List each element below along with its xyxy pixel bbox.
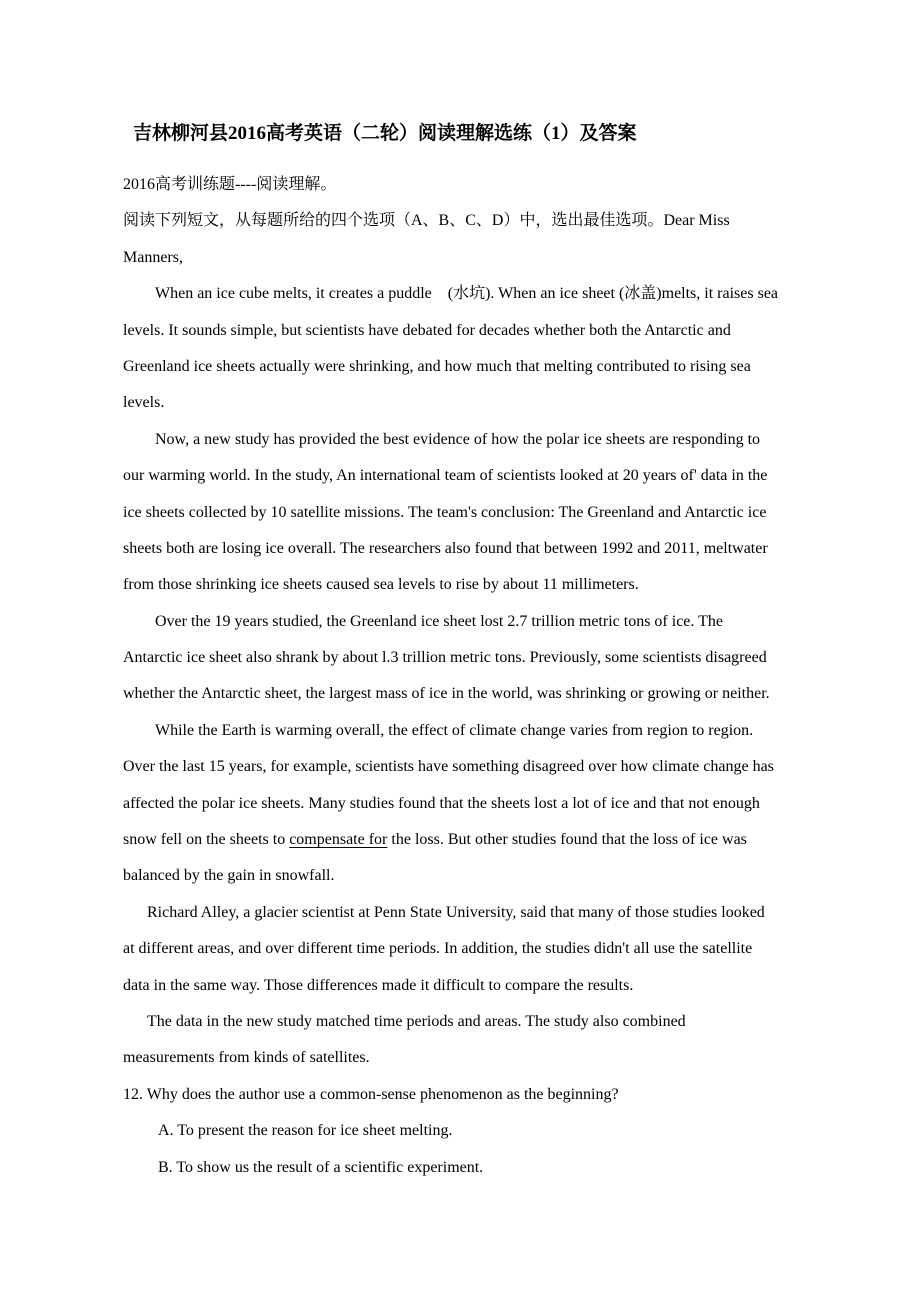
passage-line: The data in the new study matched time periods and areas. The study also combined: [147, 1012, 686, 1030]
passage-line: balanced by the gain in snowfall.: [123, 867, 335, 885]
question-option-b: B. To show us the result of a scientific experiment.: [158, 1158, 484, 1176]
preamble-line: 2016高考训练题----阅读理解。: [123, 176, 337, 193]
underlined-phrase: compensate for: [289, 831, 388, 849]
passage-line: When an ice cube melts, it creates a puddle (水坑). When an ice sheet (冰盖)melts, it raises sea: [155, 285, 779, 303]
passage-line: ice sheets collected by 10 satellite missions. The team's conclusion: The Greenland and Antarctic ice: [123, 503, 767, 521]
passage-line: Now, a new study has provided the best evidence of how the polar ice sheets are responding to: [155, 430, 761, 448]
question-option-a: A. To present the reason for ice sheet melting.: [158, 1122, 453, 1140]
passage-text: snow fell on the sheets to: [123, 831, 290, 849]
document-title: 吉林柳河县2016高考英语（二轮）阅读理解选练（1）及答案: [133, 123, 637, 144]
passage-line: Richard Alley, a glacier scientist at Penn State University, said that many of those studies looked: [147, 903, 765, 921]
passage-line: whether the Antarctic sheet, the largest mass of ice in the world, was shrinking or growing or neither.: [123, 685, 770, 703]
passage-line: sheets both are losing ice overall. The researchers also found that between 1992 and 2011, meltwater: [123, 539, 768, 557]
passage-line: measurements from kinds of satellites.: [123, 1049, 370, 1067]
preamble-line: 阅读下列短文，从每题所给的四个选项（A、B、C、D）中，选出最佳选项。Dear Miss: [123, 212, 730, 230]
passage-line-with-underline: [123, 822, 920, 858]
passage-line: affected the polar ice sheets. Many studies found that the sheets lost a lot of ice and that not enough: [123, 794, 760, 812]
preamble-line: Manners,: [123, 248, 183, 266]
passage-line: levels. It sounds simple, but scientists have debated for decades whether both the Antarctic and: [123, 321, 731, 339]
passage-line: at different areas, and over different time periods. In addition, the studies didn't all use the satellite: [123, 940, 753, 958]
passage-line: While the Earth is warming overall, the effect of climate change varies from region to region.: [155, 721, 754, 739]
passage-line: levels.: [123, 394, 165, 412]
passage-line: Greenland ice sheets actually were shrinking, and how much that melting contributed to rising sea: [123, 357, 751, 375]
passage-line: from those shrinking ice sheets caused sea levels to rise by about 11 millimeters.: [123, 576, 639, 594]
passage-line: our warming world. In the study, An international team of scientists looked at 20 years of' data in the: [123, 467, 768, 485]
passage-line: data in the same way. Those differences made it difficult to compare the results.: [123, 976, 634, 994]
passage-line: Over the 19 years studied, the Greenland ice sheet lost 2.7 trillion metric tons of ice. The: [155, 612, 723, 630]
passage-line: Over the last 15 years, for example, scientists have something disagreed over how climate change has: [123, 758, 774, 776]
passage-text: the loss. But other studies found that the loss of ice was: [387, 831, 747, 849]
passage-line: Antarctic ice sheet also shrank by about l.3 trillion metric tons. Previously, some scientists disagreed: [123, 649, 767, 667]
question-stem: 12. Why does the author use a common-sense phenomenon as the beginning?: [123, 1085, 619, 1103]
